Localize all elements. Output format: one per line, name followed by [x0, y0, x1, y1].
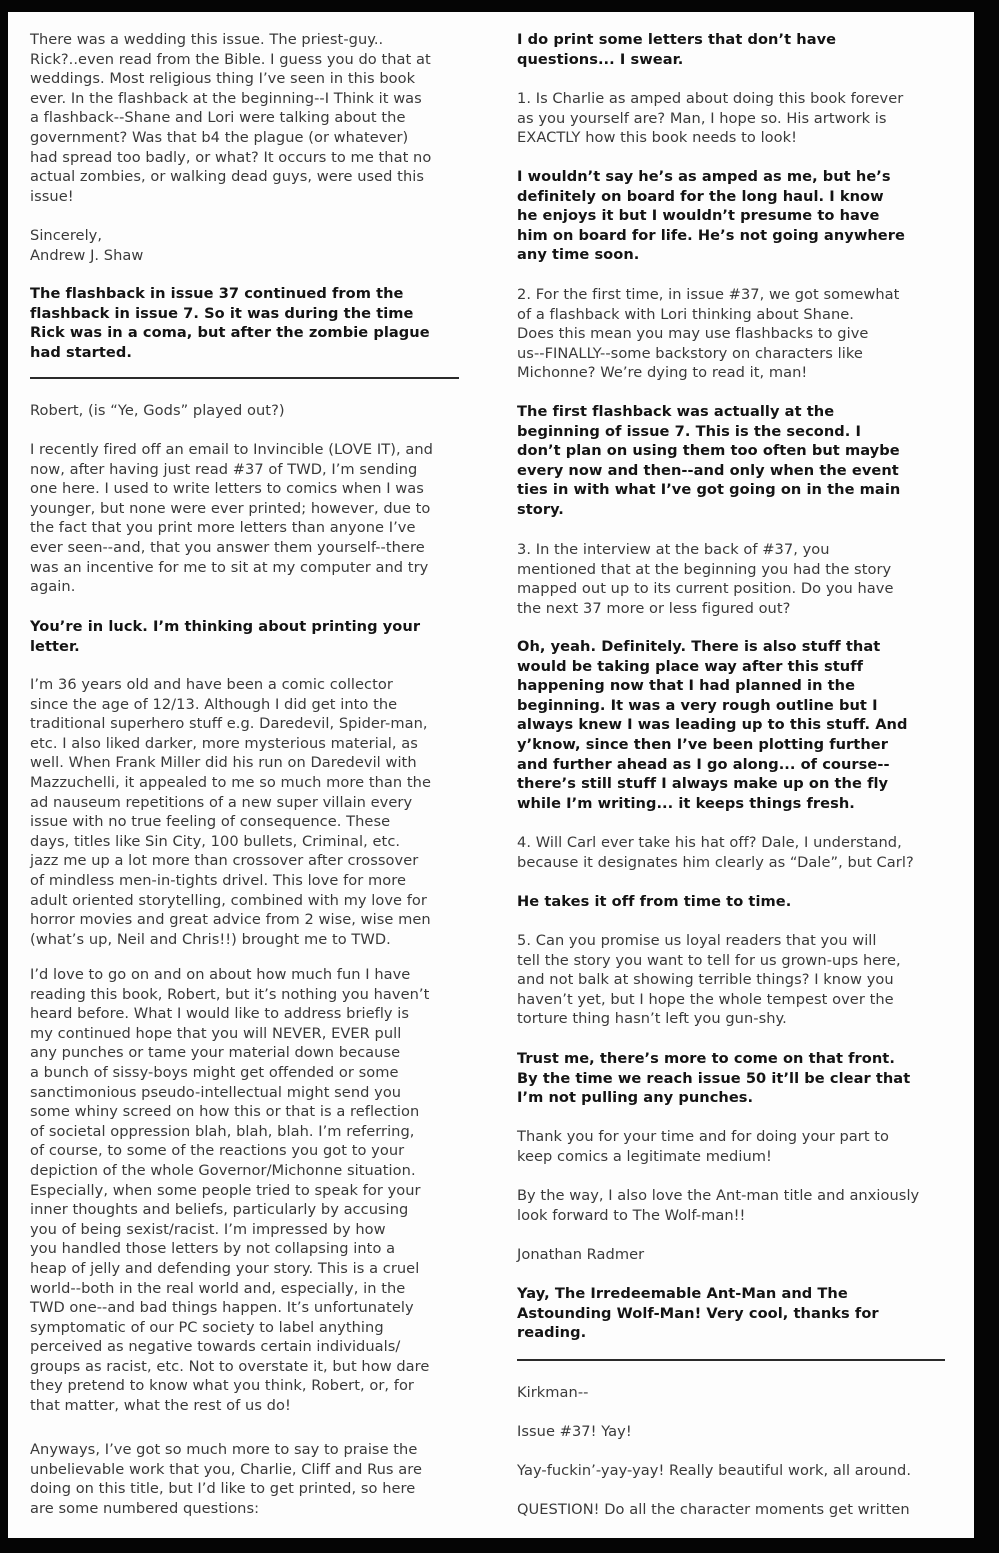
letter-paragraph [30, 440, 433, 597]
text-line: now, after having just read #37 of TWD, I’m sending [30, 460, 418, 478]
answer-3 [517, 637, 907, 813]
text-line: reading this book, Robert, but it’s nothing you haven’t [30, 985, 430, 1003]
text-line: and further ahead as I go along... of course-- [517, 755, 890, 773]
text-line: every now and then--and only when the event [517, 461, 899, 479]
text-line: there’s still stuff I always make up on the fly [517, 775, 889, 793]
answer-1 [517, 167, 905, 265]
question-3 [517, 540, 894, 618]
letter-greeting [517, 1383, 588, 1403]
text-line: story. [517, 500, 564, 518]
text-line: Sincerely, [30, 227, 103, 244]
text-line: Andrew J. Shaw [30, 246, 144, 264]
text-line: torture thing hasn’t left you gun-shy. [517, 1010, 787, 1028]
text-line: while I’m writing... it keeps things fresh. [517, 794, 855, 812]
text-line: don’t plan on using them too often but maybe [517, 442, 900, 460]
text-line: 3. In the interview at the back of #37, you [517, 541, 830, 558]
text-line: Michonne? We’re dying to read it, man! [517, 364, 808, 382]
text-line: mentioned that at the beginning you had the story [517, 560, 892, 578]
text-line: y’know, since then I’ve been plotting further [517, 735, 888, 753]
text-line: that matter, what the rest of us do! [30, 1397, 291, 1415]
text-line: the fact that you print more letters than anyone I’ve [30, 519, 416, 537]
letter-postscript [517, 1186, 919, 1225]
editor-reply [517, 1284, 879, 1343]
text-line: of a flashback with Lori thinking about Shane. [517, 305, 854, 323]
text-line: government? Was that b4 the plague (or whatever) [30, 128, 409, 146]
letter-paragraph [30, 30, 431, 206]
text-line: issue! [30, 187, 74, 205]
text-line: Oh, yeah. Definitely. There is also stuff that [517, 638, 881, 655]
text-line: letter. [30, 637, 80, 655]
text-line: groups as racist, etc. Not to overstate it, but how dare [30, 1357, 430, 1375]
text-line: Thank you for your time and for doing your part to [517, 1128, 890, 1145]
question-5 [517, 931, 901, 1029]
text-line: any punches or tame your material down because [30, 1044, 401, 1062]
text-line: issue with no true feeling of consequence. These [30, 813, 391, 831]
text-line: my continued hope that you will NEVER, EVER pull [30, 1024, 402, 1042]
text-line: Trust me, there’s more to come on that front. [517, 1050, 895, 1067]
text-line: Kirkman-- [517, 1384, 589, 1401]
text-line: Anyways, I’ve got so much more to say to praise the [30, 1441, 418, 1458]
text-line: younger, but none were ever printed; however, due to [30, 499, 431, 517]
text-line: you handled those letters by not collapsing into a [30, 1240, 396, 1258]
text-line: look forward to The Wolf-man!! [517, 1206, 746, 1224]
text-line: weddings. Most religious thing I’ve seen in this book [30, 70, 416, 88]
text-line: By the way, I also love the Ant-man title and anxiously [517, 1187, 920, 1204]
text-line: as you yourself are? Man, I hope so. His artwork is [517, 109, 887, 127]
letter-signoff [517, 1245, 644, 1265]
editor-reply [30, 284, 430, 362]
letter-paragraph [517, 1500, 910, 1520]
text-line: him on board for life. He’s not going anywhere [517, 226, 905, 244]
text-line: I wouldn’t say he’s as amped as me, but he’s [517, 168, 891, 185]
text-line: He takes it off from time to time. [517, 893, 792, 910]
text-line: Robert, (is “Ye, Gods” played out?) [30, 402, 285, 419]
text-line: I’m 36 years old and have been a comic collector [30, 676, 393, 693]
text-line: happening now that I had planned in the [517, 677, 856, 695]
letter-paragraph [30, 675, 431, 949]
text-line: sanctimonious pseudo-intellectual might send you [30, 1083, 402, 1101]
text-line: world--both in the real world and, especially, in the [30, 1279, 406, 1297]
text-line: The first flashback was actually at the [517, 403, 835, 420]
text-line: questions... I swear. [517, 50, 684, 68]
text-line: unbelievable work that you, Charlie, Cliff and Rus are [30, 1460, 422, 1478]
text-line: I’m not pulling any punches. [517, 1089, 754, 1107]
text-line: of societal oppression blah, blah, blah. I’m referring, [30, 1122, 415, 1140]
text-line: Astounding Wolf-Man! Very cool, thanks for [517, 1304, 879, 1322]
text-line: (what’s up, Neil and Chris!!) brought me to TWD. [30, 930, 391, 948]
letter-closing [517, 1127, 889, 1166]
text-line: jazz me up a lot more than crossover after crossover [30, 852, 419, 870]
answer-4 [517, 892, 791, 912]
text-line: Yay, The Irredeemable Ant-Man and The [517, 1285, 848, 1302]
text-line: inner thoughts and beliefs, particularly by accusing [30, 1201, 409, 1219]
text-line: 4. Will Carl ever take his hat off? Dale, I understand, [517, 834, 902, 851]
text-line: any time soon. [517, 246, 640, 264]
letter-paragraph [517, 1461, 911, 1481]
text-line: There was a wedding this issue. The priest-guy.. [30, 31, 384, 48]
text-line: By the time we reach issue 50 it’ll be clear that [517, 1069, 911, 1087]
text-line: definitely on board for the long haul. I know [517, 187, 884, 205]
text-line: you of being sexist/racist. I’m impressed by how [30, 1220, 386, 1238]
question-4 [517, 833, 914, 872]
text-line: he enjoys it but I wouldn’t presume to have [517, 207, 880, 225]
text-line: I’d love to go on and on about how much fun I have [30, 966, 411, 983]
text-line: of course, to some of the reactions you got to your [30, 1142, 405, 1160]
text-line: traditional superhero stuff e.g. Daredevil, Spider-man, [30, 715, 428, 733]
text-line: the next 37 more or less figured out? [517, 599, 791, 617]
text-line: ad nauseum repetitions of a new super villain every [30, 793, 413, 811]
text-line: days, titles like Sin City, 100 bullets, Criminal, etc. [30, 832, 401, 850]
question-2 [517, 285, 899, 383]
text-line: well. When Frank Miller did his run on Daredevil with [30, 754, 417, 772]
text-line: Jonathan Radmer [517, 1246, 645, 1263]
text-line: EXACTLY how this book needs to look! [517, 129, 798, 147]
letter-greeting [30, 401, 285, 421]
text-line: The flashback in issue 37 continued from the [30, 285, 404, 302]
text-line: depiction of the whole Governor/Michonne situation. [30, 1161, 416, 1179]
text-line: Rick was in a coma, but after the zombie plague [30, 324, 430, 342]
letter-paragraph [30, 1440, 422, 1518]
text-line: us--FINALLY--some backstory on characters like [517, 344, 863, 362]
text-line: tell the story you want to tell for us grown-ups here, [517, 951, 901, 969]
text-line: would be taking place way after this stuff [517, 657, 864, 675]
text-line: I do print some letters that don’t have [517, 31, 837, 48]
text-line: haven’t yet, but I hope the whole tempest over the [517, 990, 894, 1008]
text-line: symptomatic of our PC society to label anything [30, 1318, 384, 1336]
text-line: 1. Is Charlie as amped about doing this book forever [517, 90, 904, 107]
text-line: Mazzuchelli, it appealed to me so much more than the [30, 773, 432, 791]
text-line: of mindless men-in-tights drivel. This love for more [30, 871, 406, 889]
answer-2 [517, 402, 900, 520]
text-line: had spread too badly, or what? It occurs to me that no [30, 148, 432, 166]
text-line: heard before. What I would like to address briefly is [30, 1005, 410, 1023]
text-line: Yay-fuckin’-yay-yay! Really beautiful work, all around. [517, 1462, 912, 1479]
letter-divider [517, 1359, 945, 1361]
text-line: beginning of issue 7. This is the second. I [517, 422, 861, 440]
text-line: and not balk at showing terrible things? I know you [517, 971, 894, 989]
editor-reply [30, 617, 420, 656]
text-line: You’re in luck. I’m thinking about printing your [30, 618, 421, 635]
text-line: TWD one--and bad things happen. It’s unfortunately [30, 1299, 414, 1317]
text-line: some whiny screed on how this or that is a reflection [30, 1103, 420, 1121]
text-line: perceived as negative towards certain individuals/ [30, 1338, 401, 1356]
text-line: ties in with what I’ve got going on in the main [517, 481, 901, 499]
text-line: QUESTION! Do all the character moments get written [517, 1501, 910, 1518]
text-line: since the age of 12/13. Although I did get into the [30, 695, 398, 713]
text-line: beginning. It was a very rough outline but I [517, 696, 878, 714]
text-line: Rick?..even read from the Bible. I guess you do that at [30, 50, 431, 68]
text-line: heap of jelly and defending your story. This is a cruel [30, 1259, 420, 1277]
text-line: keep comics a legitimate medium! [517, 1147, 772, 1165]
letter-signoff [30, 226, 143, 265]
text-line: was an incentive for me to sit at my computer and try [30, 558, 429, 576]
answer-5 [517, 1049, 910, 1108]
text-line: are some numbered questions: [30, 1499, 260, 1517]
text-line: Especially, when some people tried to speak for your [30, 1181, 421, 1199]
text-line: because it designates him clearly as “Dale”, but Carl? [517, 853, 914, 871]
letter-divider [30, 377, 459, 379]
text-line: a bunch of sissy-boys might get offended or some [30, 1063, 399, 1081]
text-line: Issue #37! Yay! [517, 1423, 632, 1440]
text-line: ever seen--and, that you answer them yourself--there [30, 538, 425, 556]
text-line: mapped out up to its current position. Do you have [517, 580, 894, 598]
text-line: 2. For the first time, in issue #37, we got somewhat [517, 286, 900, 303]
text-line: one here. I used to write letters to comics when I was [30, 480, 424, 498]
question-1 [517, 89, 903, 148]
text-line: they pretend to know what you think, Robert, or, for [30, 1377, 414, 1395]
text-line: ever. In the flashback at the beginning--I Think it was [30, 89, 422, 107]
text-line: adult oriented storytelling, combined with my love for [30, 891, 427, 909]
text-line: had started. [30, 343, 132, 361]
text-line: reading. [517, 1324, 587, 1342]
text-line: horror movies and great advice from 2 wise, wise men [30, 911, 431, 929]
letter-paragraph [517, 1422, 632, 1442]
text-line: 5. Can you promise us loyal readers that you will [517, 932, 877, 949]
text-line: always knew I was leading up to this stuff. And [517, 716, 908, 734]
text-line: again. [30, 578, 76, 596]
text-line: doing on this title, but I’d like to get printed, so here [30, 1480, 416, 1498]
editor-reply [517, 30, 836, 69]
text-line: I recently fired off an email to Invincible (LOVE IT), and [30, 441, 433, 458]
text-line: etc. I also liked darker, more mysterious material, as [30, 734, 418, 752]
letter-paragraph [30, 965, 429, 1416]
text-line: flashback in issue 7. So it was during the time [30, 304, 414, 322]
text-line: actual zombies, or walking dead guys, were used this [30, 168, 425, 186]
text-line: Does this mean you may use flashbacks to give [517, 325, 869, 343]
text-line: a flashback--Shane and Lori were talking about the [30, 109, 406, 127]
